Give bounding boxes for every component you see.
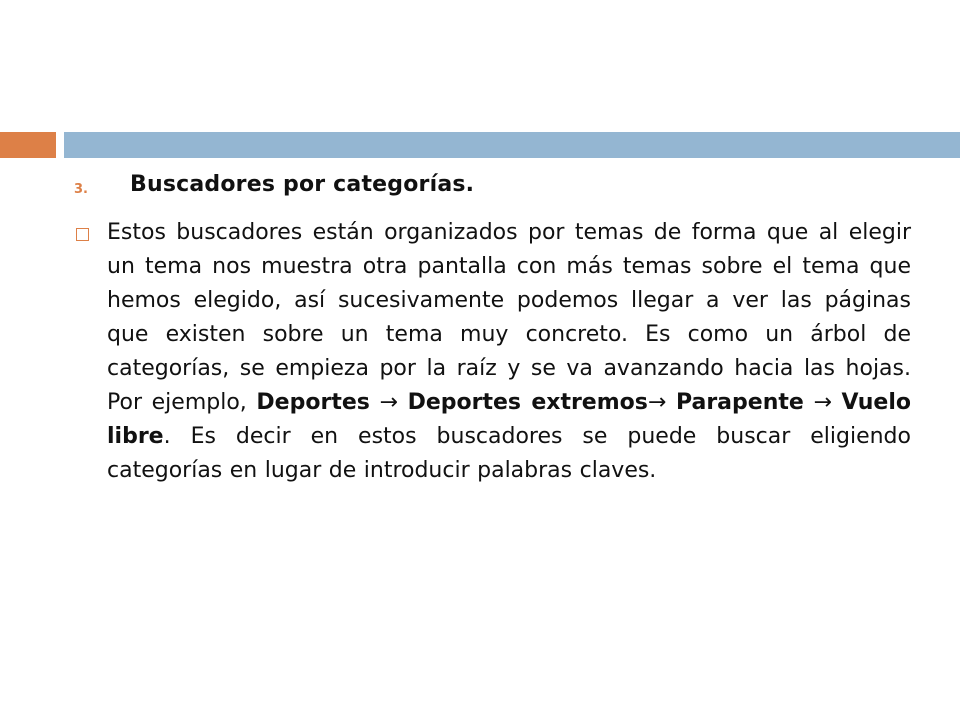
arrow-2: →	[647, 390, 676, 415]
term-deportes: Deportes	[256, 390, 370, 415]
paragraph-conclusion: . Es decir en estos buscadores se puede buscar eligiendo categorías en lugar de introducir palabras claves.	[107, 424, 911, 483]
term-vuelo-libre: Vuelo libre	[107, 390, 912, 449]
blue-accent-bar	[64, 132, 960, 158]
hollow-square-bullet-icon	[76, 228, 89, 241]
arrow-1: →	[369, 390, 408, 415]
section-heading	[74, 168, 894, 208]
arrow-3: →	[803, 390, 842, 415]
term-deportes-extremos: Deportes extremos	[407, 390, 648, 415]
bullet-paragraph	[107, 216, 911, 488]
orange-accent-bar	[0, 132, 56, 158]
paragraph-intro: Estos buscadores están organizados por temas de forma que al elegir un tema nos muestra otra pantalla con más temas sobre el tema que hemos elegido, así sucesivamente podemos llegar a ver las páginas que existen sobre un tema muy concreto. Es como un árbol de categorías, se empieza por la raíz y se va avanzando hacia las hojas. Por ejemplo,	[107, 220, 911, 415]
heading-number: 3.	[74, 182, 88, 197]
heading-title: Buscadores por categorías.	[130, 172, 475, 197]
term-parapente: Parapente	[675, 390, 804, 415]
